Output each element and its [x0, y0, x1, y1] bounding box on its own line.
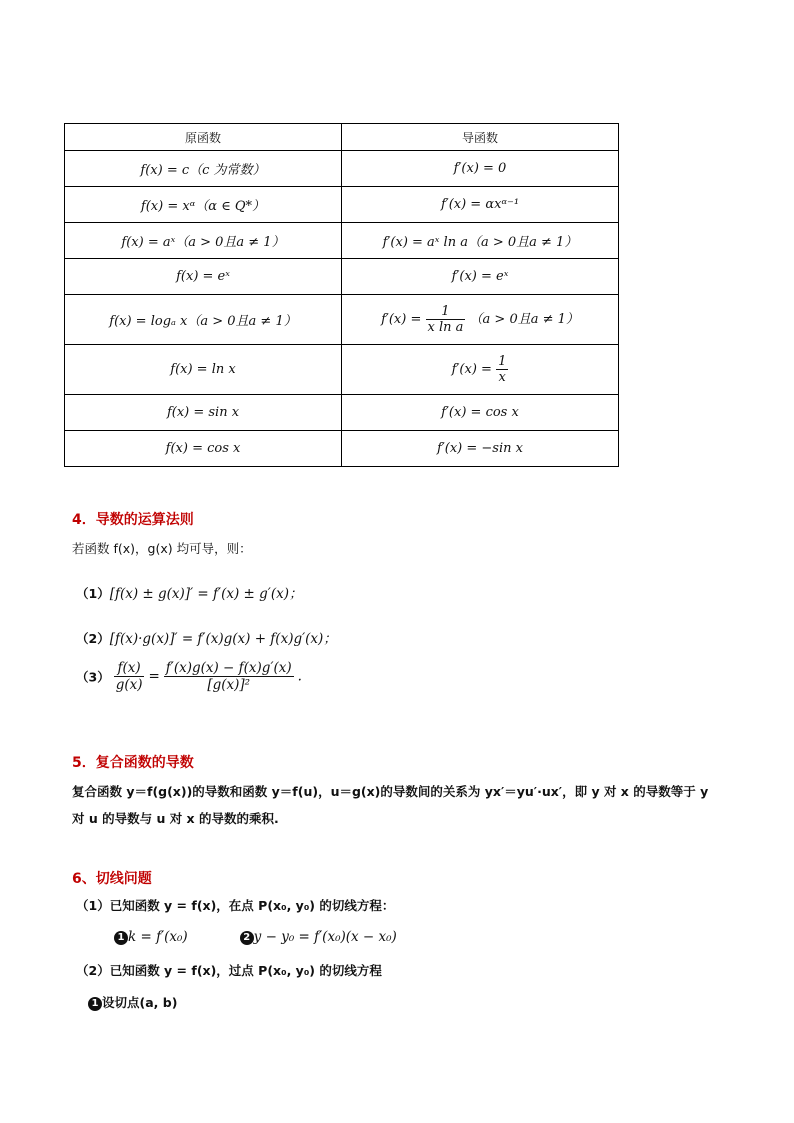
circled-number-2-icon: 2: [240, 931, 254, 945]
table-cell-derivative: f′(x) = eˣ: [342, 259, 619, 295]
section4-heading: 4．导数的运算法则: [72, 512, 194, 528]
table-row: [65, 431, 619, 467]
section4-intro-text: 若函数 f(x)，g(x) 均可导，则：: [72, 541, 252, 556]
table-row: [65, 223, 619, 259]
rule-2-label: （2）: [76, 631, 110, 646]
table-row: [65, 295, 619, 345]
section5-heading: 5．复合函数的导数: [72, 755, 194, 771]
item-2-text: 已知函数 y = f(x)，过点 P(x₀, y₀) 的切线方程: [109, 963, 382, 978]
section6-item-1-formulas: [114, 929, 397, 945]
table-row: [65, 187, 619, 223]
section6-item-1: [76, 896, 394, 914]
rule-1-formula: [f(x) ± g(x)]′ = f′(x) ± g′(x)；: [109, 586, 303, 602]
fraction: [426, 304, 466, 335]
section6-heading: 6、切线问题: [72, 871, 152, 887]
table-cell-derivative: [342, 295, 619, 345]
table-row: [65, 151, 619, 187]
fraction-numerator: f(x): [114, 660, 145, 677]
fraction-denominator: g(x): [115, 677, 143, 693]
table-cell-original: f(x) = logₐ x（a > 0且a ≠ 1）: [65, 295, 342, 345]
table-cell-derivative: f′(x) = 0: [342, 151, 619, 187]
derivative-prefix: f′(x) =: [381, 312, 422, 327]
derivative-prefix: f′(x) =: [451, 362, 492, 377]
section5-text: 复合函数 y＝f(g(x))的导数和函数 y＝f(u)，u＝g(x)的导数间的关系为 yx′＝yu′·ux′，即 y 对 x 的导数等于 y 对 u 的导数与 u 对 x 的导数的乘积.: [72, 784, 709, 826]
table-row: [65, 395, 619, 431]
table-cell-original: f(x) = eˣ: [65, 259, 342, 295]
table-cell-derivative: [342, 345, 619, 395]
table-cell-original: f(x) = cos x: [65, 431, 342, 467]
fraction-denominator: [g(x)]²: [207, 677, 251, 693]
section4-intro: [72, 539, 252, 557]
circled-number-1-icon: 1: [114, 931, 128, 945]
fraction-denominator: x ln a: [427, 320, 464, 335]
rule-3: [76, 660, 302, 693]
item-1-text: 已知函数 y = f(x)，在点 P(x₀, y₀) 的切线方程：: [109, 898, 395, 913]
derivative-table: [64, 123, 619, 467]
circled-number-1-icon: 1: [88, 997, 102, 1011]
rule-3-equals: =: [148, 668, 160, 685]
item-2-label: （2）: [76, 963, 110, 978]
fraction-numerator: 1: [426, 304, 466, 320]
formula-tangent-line: y − y₀ = f′(x₀)(x − x₀): [253, 929, 397, 945]
table-cell-original: f(x) = aˣ（a > 0且a ≠ 1）: [65, 223, 342, 259]
fraction-denominator: x: [498, 370, 506, 385]
rule-1-label: （1）: [76, 586, 110, 601]
table-header-row: [65, 124, 619, 151]
table-header-original: 原函数: [65, 124, 342, 151]
table-cell-original: f(x) = ln x: [65, 345, 342, 395]
rule-2: [76, 627, 337, 647]
section6-item-2-step: [88, 993, 177, 1011]
rule-2-formula: [f(x)·g(x)]′ = f′(x)g(x) + f(x)g′(x)；: [109, 631, 337, 647]
rule-3-end: .: [297, 668, 302, 685]
fraction-numerator: f′(x)g(x) − f(x)g′(x): [165, 660, 292, 676]
rule-3-label: （3）: [76, 669, 110, 685]
table-cell-derivative: f′(x) = cos x: [342, 395, 619, 431]
formula-slope: k = f′(x₀): [128, 929, 188, 945]
table-cell-original: f(x) = c（c 为常数）: [65, 151, 342, 187]
table-cell-derivative: f′(x) = aˣ ln a（a > 0且a ≠ 1）: [342, 223, 619, 259]
item-1-label: （1）: [76, 898, 110, 913]
rule-3-lhs-fraction: [114, 660, 145, 693]
fraction: [496, 354, 508, 385]
table-cell-original: f(x) = xᵅ（α ∈ Q*）: [65, 187, 342, 223]
section6-item-2: [76, 961, 382, 979]
derivative-suffix: （a > 0且a ≠ 1）: [469, 312, 579, 327]
table-row: [65, 345, 619, 395]
fraction-numerator: 1: [498, 354, 507, 369]
table-cell-original: f(x) = sin x: [65, 395, 342, 431]
rule-3-rhs-fraction: [164, 660, 294, 693]
step-text: 设切点(a, b): [102, 995, 178, 1010]
table-header-derivative: 导函数: [342, 124, 619, 151]
table-cell-derivative: f′(x) = αxᵅ⁻¹: [342, 187, 619, 223]
table-cell-derivative: f′(x) = −sin x: [342, 431, 619, 467]
table-row: [65, 259, 619, 295]
rule-1: [76, 582, 302, 602]
